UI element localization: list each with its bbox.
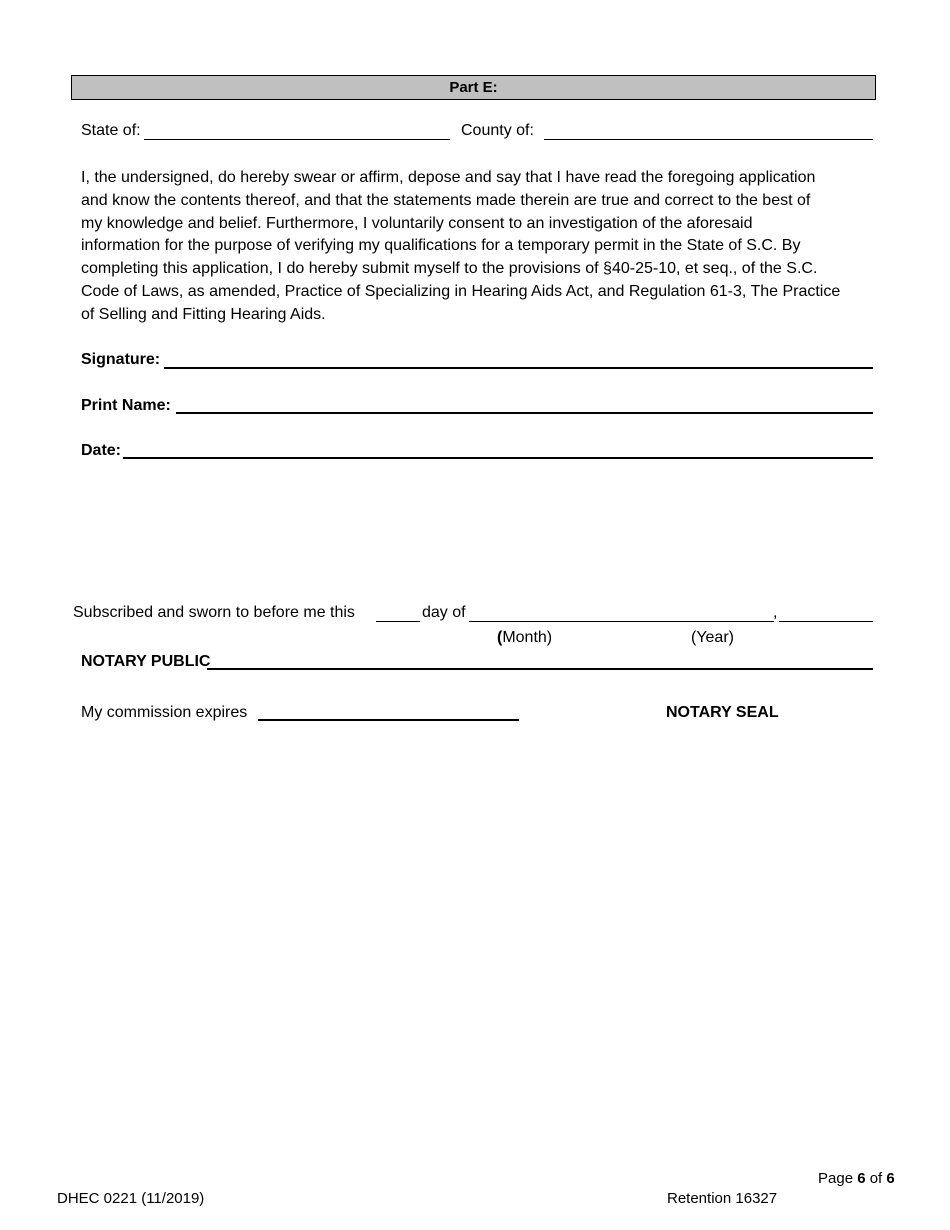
state-label: State of:	[81, 122, 141, 139]
date-label: Date:	[81, 442, 122, 459]
affirmation-line: Code of Laws, as amended, Practice of Specializing in Hearing Aids Act, and Regulation 61-3, The Practice	[81, 282, 841, 300]
affirmation-paragraph	[81, 167, 886, 327]
month-caption	[497, 628, 552, 648]
state-input-line[interactable]	[144, 139, 450, 140]
sworn-day-input-line[interactable]	[376, 621, 420, 622]
county-label: County of:	[461, 122, 534, 139]
affirmation-line: my knowledge and belief. Furthermore, I voluntarily consent to an investigation of the aforesaid	[81, 214, 753, 232]
page-of: of	[865, 1170, 887, 1187]
notary-seal-label: NOTARY SEAL	[666, 704, 779, 721]
date-comma: ,	[773, 604, 778, 621]
signature-label: Signature:	[81, 351, 161, 368]
sworn-text: Subscribed and sworn to before me this	[73, 604, 355, 621]
county-input-line[interactable]	[544, 139, 873, 140]
form-id: DHEC 0221 (11/2019)	[57, 1190, 205, 1207]
part-e-title: Part E:	[449, 79, 498, 96]
date-input-line[interactable]	[123, 457, 873, 459]
notary-public-input-line[interactable]	[207, 668, 873, 670]
day-of-label: day of	[422, 604, 466, 621]
signature-input-line[interactable]	[164, 367, 873, 369]
part-e-header	[71, 75, 876, 100]
retention-code: Retention 16327	[667, 1190, 778, 1207]
page-total: 6	[886, 1170, 895, 1187]
page-prefix: Page	[818, 1170, 858, 1187]
page-number	[818, 1169, 895, 1189]
affirmation-line: information for the purpose of verifying my qualifications for a temporary permit in the State of S.C. By	[81, 237, 801, 255]
page-current: 6	[857, 1170, 866, 1187]
commission-input-line[interactable]	[258, 719, 519, 721]
commission-label: My commission expires	[81, 704, 248, 721]
affirmation-line: I, the undersigned, do hereby swear or affirm, depose and say that I have read the foregoing application	[81, 169, 816, 186]
year-caption: (Year)	[691, 629, 734, 646]
affirmation-line: of Selling and Fitting Hearing Aids.	[81, 305, 326, 323]
sworn-year-input-line[interactable]	[779, 621, 873, 622]
notary-public-label: NOTARY PUBLIC	[81, 653, 211, 670]
affirmation-line: and know the contents thereof, and that the statements made therein are true and correct to the best of	[81, 191, 811, 209]
affirmation-line: completing this application, I do hereby submit myself to the provisions of §40-25-10, et seq., of the S.C.	[81, 260, 818, 278]
month-paren: (	[497, 629, 503, 646]
month-label: Month)	[502, 629, 553, 646]
print-name-input-line[interactable]	[176, 412, 873, 414]
print-name-label: Print Name:	[81, 397, 171, 414]
sworn-month-input-line[interactable]	[469, 621, 774, 622]
